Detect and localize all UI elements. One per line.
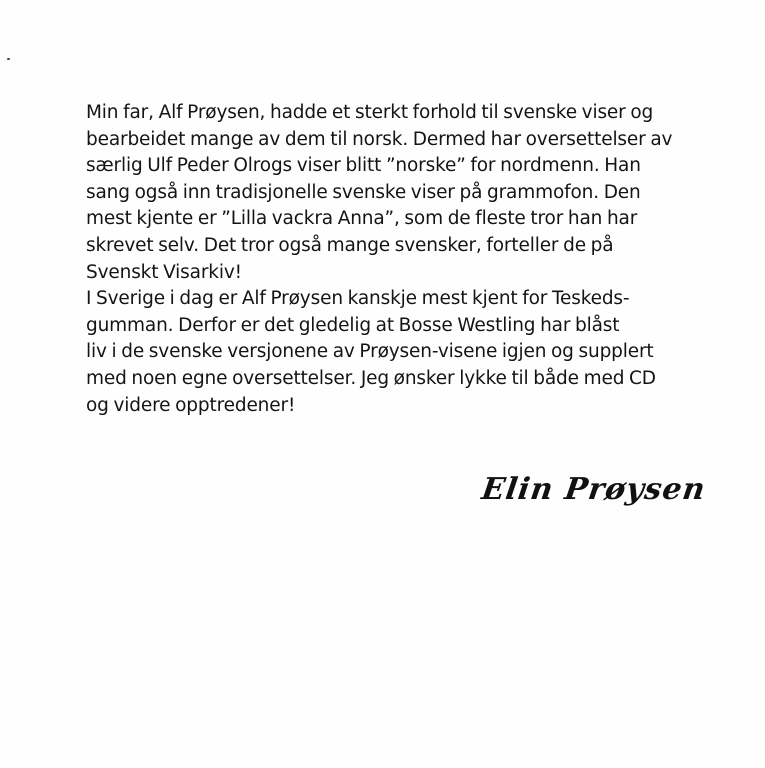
signature: Elin Prøysen — [479, 472, 708, 507]
letter-line: sang også inn tradisjonelle svenske viser på grammofon. Den — [86, 181, 641, 203]
letter-line: Min far, Alf Prøysen, hadde et sterkt forhold til svenske viser og — [86, 102, 654, 123]
letter-line: særlig Ulf Peder Olrogs viser blitt ”norske” for nordmenn. Han — [86, 155, 641, 177]
letter-line: Svenskt Visarkiv! — [86, 261, 242, 283]
letter-line: gumman. Derfor er det gledelig at Bosse Westling har blåst — [86, 314, 620, 336]
letter-body — [86, 100, 726, 419]
letter-line: bearbeidet mange av dem til norsk. Dermed har oversettelser av — [86, 128, 673, 150]
scan-speck — [7, 58, 10, 60]
letter-line: og videre opptredener! — [86, 394, 296, 416]
letter-line: mest kjente er ”Lilla vackra Anna”, som de fleste tror han har — [86, 208, 638, 230]
letter-line: med noen egne oversettelser. Jeg ønsker lykke til både med CD — [86, 367, 656, 389]
letter-line: liv i de svenske versjonene av Prøysen-visene igjen og supplert — [86, 341, 654, 363]
letter-line: I Sverige i dag er Alf Prøysen kanskje mest kjent for Teskeds- — [86, 288, 630, 310]
letter-line: skrevet selv. Det tror også mange svensker, forteller de på — [86, 234, 614, 256]
